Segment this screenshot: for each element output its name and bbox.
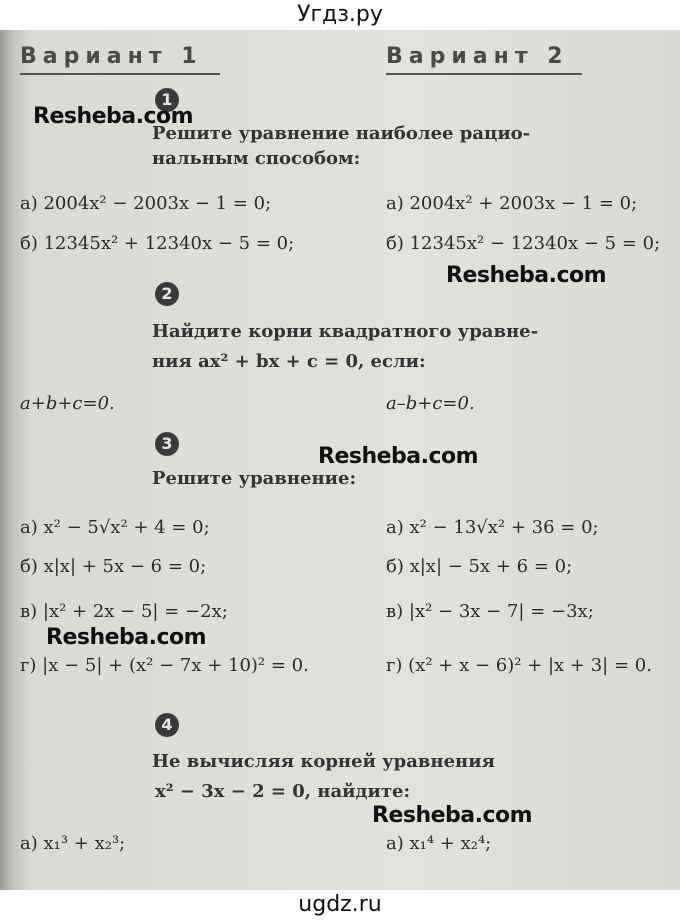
task-3-number: 3 <box>155 432 179 456</box>
task-4a-v1: а) x₁³ + x₂³; <box>20 833 126 854</box>
site-title: Угдз.ру <box>297 2 383 27</box>
task-1-prompt-line1: Решите уравнение наиболее рацио- <box>152 123 531 144</box>
task-1a-v1: а) 2004x² − 2003x − 1 = 0; <box>20 193 272 214</box>
task-2-prompt-line2: ния ax² + bx + c = 0, если: <box>152 351 426 372</box>
task-1a-v2: а) 2004x² + 2003x − 1 = 0; <box>386 193 638 214</box>
footer-site: ugdz.ru <box>298 892 382 917</box>
task-3c-v2: в) |x² − 3x − 7| = −3x; <box>386 601 594 622</box>
task-2-number: 2 <box>155 282 179 306</box>
task-2-prompt-line1: Найдите корни квадратного уравне- <box>152 321 539 342</box>
watermark: Resheba.com <box>318 444 479 469</box>
task-1-number: 1 <box>155 88 179 112</box>
task-1b-v1: б) 12345x² + 12340x − 5 = 0; <box>20 233 295 254</box>
task-3a-v2: а) x² − 13√x² + 36 = 0; <box>386 517 599 538</box>
watermark: Resheba.com <box>372 803 533 828</box>
watermark: Resheba.com <box>33 104 194 129</box>
variant-1-underline <box>20 73 220 75</box>
footer-bar <box>0 890 680 921</box>
task-1-prompt-line2: нальным способом: <box>152 148 361 169</box>
task-1b-v2: б) 12345x² − 12340x − 5 = 0; <box>386 233 661 254</box>
task-3a-v1: а) x² − 5√x² + 4 = 0; <box>20 517 210 538</box>
task-4-number: 4 <box>155 713 179 737</box>
task-4-prompt-line2: x² − 3x − 2 = 0, найдите: <box>155 781 411 802</box>
variant-2-underline <box>386 73 582 75</box>
task-2-v1: a+b+c=0. <box>20 393 115 414</box>
task-2-v2: a–b+c=0. <box>386 393 475 414</box>
header-bar <box>0 0 680 30</box>
task-4-prompt-line1: Не вычисляя корней уравнения <box>152 751 495 772</box>
task-3d-v2: г) (x² + x − 6)² + |x + 3| = 0. <box>386 655 652 676</box>
task-3-prompt: Решите уравнение: <box>152 468 357 489</box>
task-4a-v2: а) x₁⁴ + x₂⁴; <box>386 833 492 854</box>
task-3c-v1: в) |x² + 2x − 5| = −2x; <box>20 601 228 622</box>
variant-2-heading: Вариант 2 <box>386 44 569 69</box>
task-3b-v1: б) x|x| + 5x − 6 = 0; <box>20 556 207 577</box>
variant-1-heading: Вариант 1 <box>20 44 203 69</box>
task-3b-v2: б) x|x| − 5x + 6 = 0; <box>386 556 573 577</box>
watermark: Resheba.com <box>446 263 607 288</box>
task-3d-v1: г) |x − 5| + (x² − 7x + 10)² = 0. <box>20 655 309 676</box>
watermark: Resheba.com <box>46 625 207 650</box>
